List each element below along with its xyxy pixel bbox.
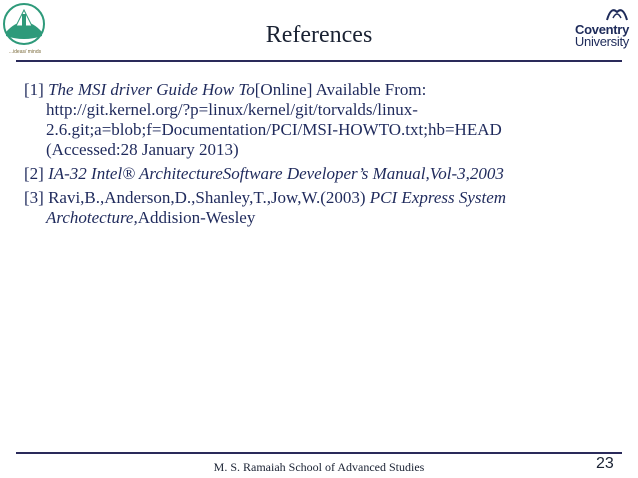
coventry-logo: [565, 4, 635, 50]
reference-url-line-2: 2.6.git;a=blob;f=Documentation/PCI/MSI-HOWTO.txt;hb=HEAD: [46, 120, 502, 139]
reference-title: PCI Express System: [369, 188, 507, 207]
page-number: 23: [596, 455, 614, 472]
reference-accessed: (Accessed:28 January 2013): [46, 140, 239, 159]
footer-divider: [16, 452, 622, 454]
header-divider: [16, 60, 622, 62]
reference-number: [1]: [24, 80, 44, 99]
left-logo-text: ...ideas/ minds: [8, 49, 42, 55]
reference-url-line-1: http://git.kernel.org/?p=linux/kernel/git/torvalds/linux-: [46, 100, 418, 119]
reference-title: The MSI driver Guide How To: [48, 80, 255, 99]
reference-title-cont: Archotecture,: [46, 208, 138, 227]
coventry-logo-line2: University: [574, 34, 629, 49]
reference-title: IA-32 Intel® ArchitectureSoftware Developer’s Manual,Vol-3,2003: [48, 164, 504, 183]
reference-3: [24, 188, 624, 228]
references-list: [24, 80, 624, 232]
reference-number: [3]: [24, 188, 44, 207]
reference-1: [24, 80, 624, 160]
footer-text: M. S. Ramaiah School of Advanced Studies: [213, 460, 425, 474]
reference-source: [Online] Available From:: [254, 80, 427, 99]
reference-publisher: Addision-Wesley: [137, 208, 256, 227]
reference-authors: Ravi,B.,Anderson,D.,Shanley,T.,Jow,W.(2003): [48, 188, 366, 207]
coventry-logo-line1: Coventry: [575, 22, 629, 37]
page-title: References: [265, 22, 373, 48]
reference-2: [24, 164, 624, 184]
reference-line-2: [46, 208, 624, 228]
coventry-crest-icon: [605, 4, 629, 22]
reference-number: [2]: [24, 164, 44, 183]
